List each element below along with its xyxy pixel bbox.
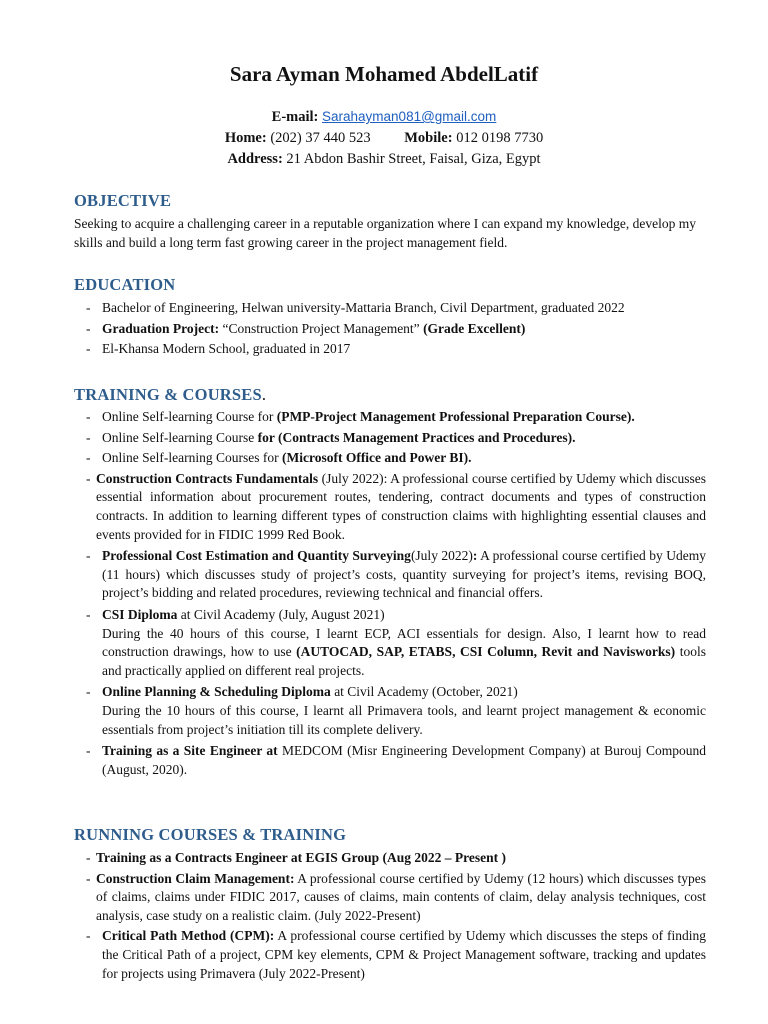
running-list	[86, 849, 706, 983]
list-item: - El-Khansa Modern School, graduated in 2017	[86, 341, 351, 357]
phone-line	[0, 128, 768, 149]
objective-text: Seeking to acquire a challenging career in a reputable organization where I can expand my knowledge, develop my skills and build a long term fast growing career in the project management field.	[74, 216, 697, 250]
home-phone: (202) 37 440 523	[270, 130, 371, 146]
education-list	[86, 299, 706, 359]
training-heading: TRAINING & COURSES.	[74, 385, 267, 404]
list-item: - CSI Diploma at Civil Academy (July, August 2021) During the 40 hours of this course, I learnt ECP, ACI essentials for design. Also, I learnt how to read construction drawings, how to use (AUTOCAD, SAP, ETABS, CSI Column, Revit and Navisworks) tools and practically applied on different real projects.	[86, 606, 706, 678]
list-item: - Online Self-learning Course for (Contracts Management Practices and Procedures).	[86, 429, 576, 445]
list-item: - Online Planning & Scheduling Diploma at Civil Academy (October, 2021) During the 10 hours of this course, I learnt all Primavera tools, and learnt project management & economic essentials from project’s initiation till its complete delivery.	[86, 684, 706, 737]
education-heading: EDUCATION	[74, 275, 176, 294]
list-item: - Construction Claim Management: A professional course certified by Udemy (12 hours) which discusses types of claims, claims under FIDIC 2017, causes of claims, main contents of claim, delay analysis techniques, cost analysis, case study on a realistic claim. (July 2022-Present)	[86, 870, 706, 923]
objective-heading: OBJECTIVE	[74, 191, 172, 210]
list-item: - Construction Contracts Fundamentals (July 2022): A professional course certified by Udemy which discusses essential information about procurement routes, tendering, contract documents and types of construction contracts. In addition to learning different types of construction claims with highlighting essential clauses and events provided for in FIDIC 1999 Red Book.	[86, 470, 706, 542]
email-link[interactable]: Sarahayman081@gmail.com	[322, 109, 497, 124]
list-item: - Professional Cost Estimation and Quantity Surveying(July 2022): A professional course certified by Udemy (11 hours) which discusses study of project’s costs, quantity surveying for project’s items, revising BOQ, project’s bidding and related procedures, reviewing technical and financial offers.	[86, 548, 706, 601]
training-list	[86, 408, 706, 779]
list-item: - Online Self-learning Course for (PMP-Project Management Professional Preparation Course).	[86, 409, 635, 424]
address-label: Address:	[227, 151, 283, 167]
home-label: Home:	[224, 130, 267, 146]
list-item: - Training as a Site Engineer at MEDCOM (Misr Engineering Development Company) at Burouj Compound (August, 2020).	[86, 743, 707, 777]
list-item: - Bachelor of Engineering, Helwan university-Mattaria Branch, Civil Department, graduated 2022	[86, 300, 625, 315]
mobile-label: Mobile:	[404, 130, 453, 146]
candidate-name: Sara Ayman Mohamed AbdelLatif	[229, 62, 539, 86]
list-item: - Training as a Contracts Engineer at EGIS Group (Aug 2022 – Present )	[86, 850, 507, 865]
list-item: - Graduation Project: “Construction Project Management” (Grade Excellent)	[86, 320, 526, 336]
address-value: 21 Abdon Bashir Street, Faisal, Giza, Egypt	[286, 151, 541, 167]
address-line	[0, 149, 768, 170]
contact-block	[0, 106, 768, 170]
list-item: - Critical Path Method (CPM): A professional course certified by Udemy which discusses the steps of finding the Critical Path of a project, CPM key elements, CPM & Project Management software, tracking and updates for projects using Primavera (July 2022-Present)	[86, 928, 706, 981]
list-item: - Online Self-learning Courses for (Microsoft Office and Power BI).	[86, 450, 472, 466]
email-line	[0, 106, 768, 128]
running-heading: RUNNING COURSES & TRAINING	[74, 825, 347, 844]
email-label: E-mail:	[271, 109, 319, 125]
mobile-phone: 012 0198 7730	[456, 130, 544, 146]
